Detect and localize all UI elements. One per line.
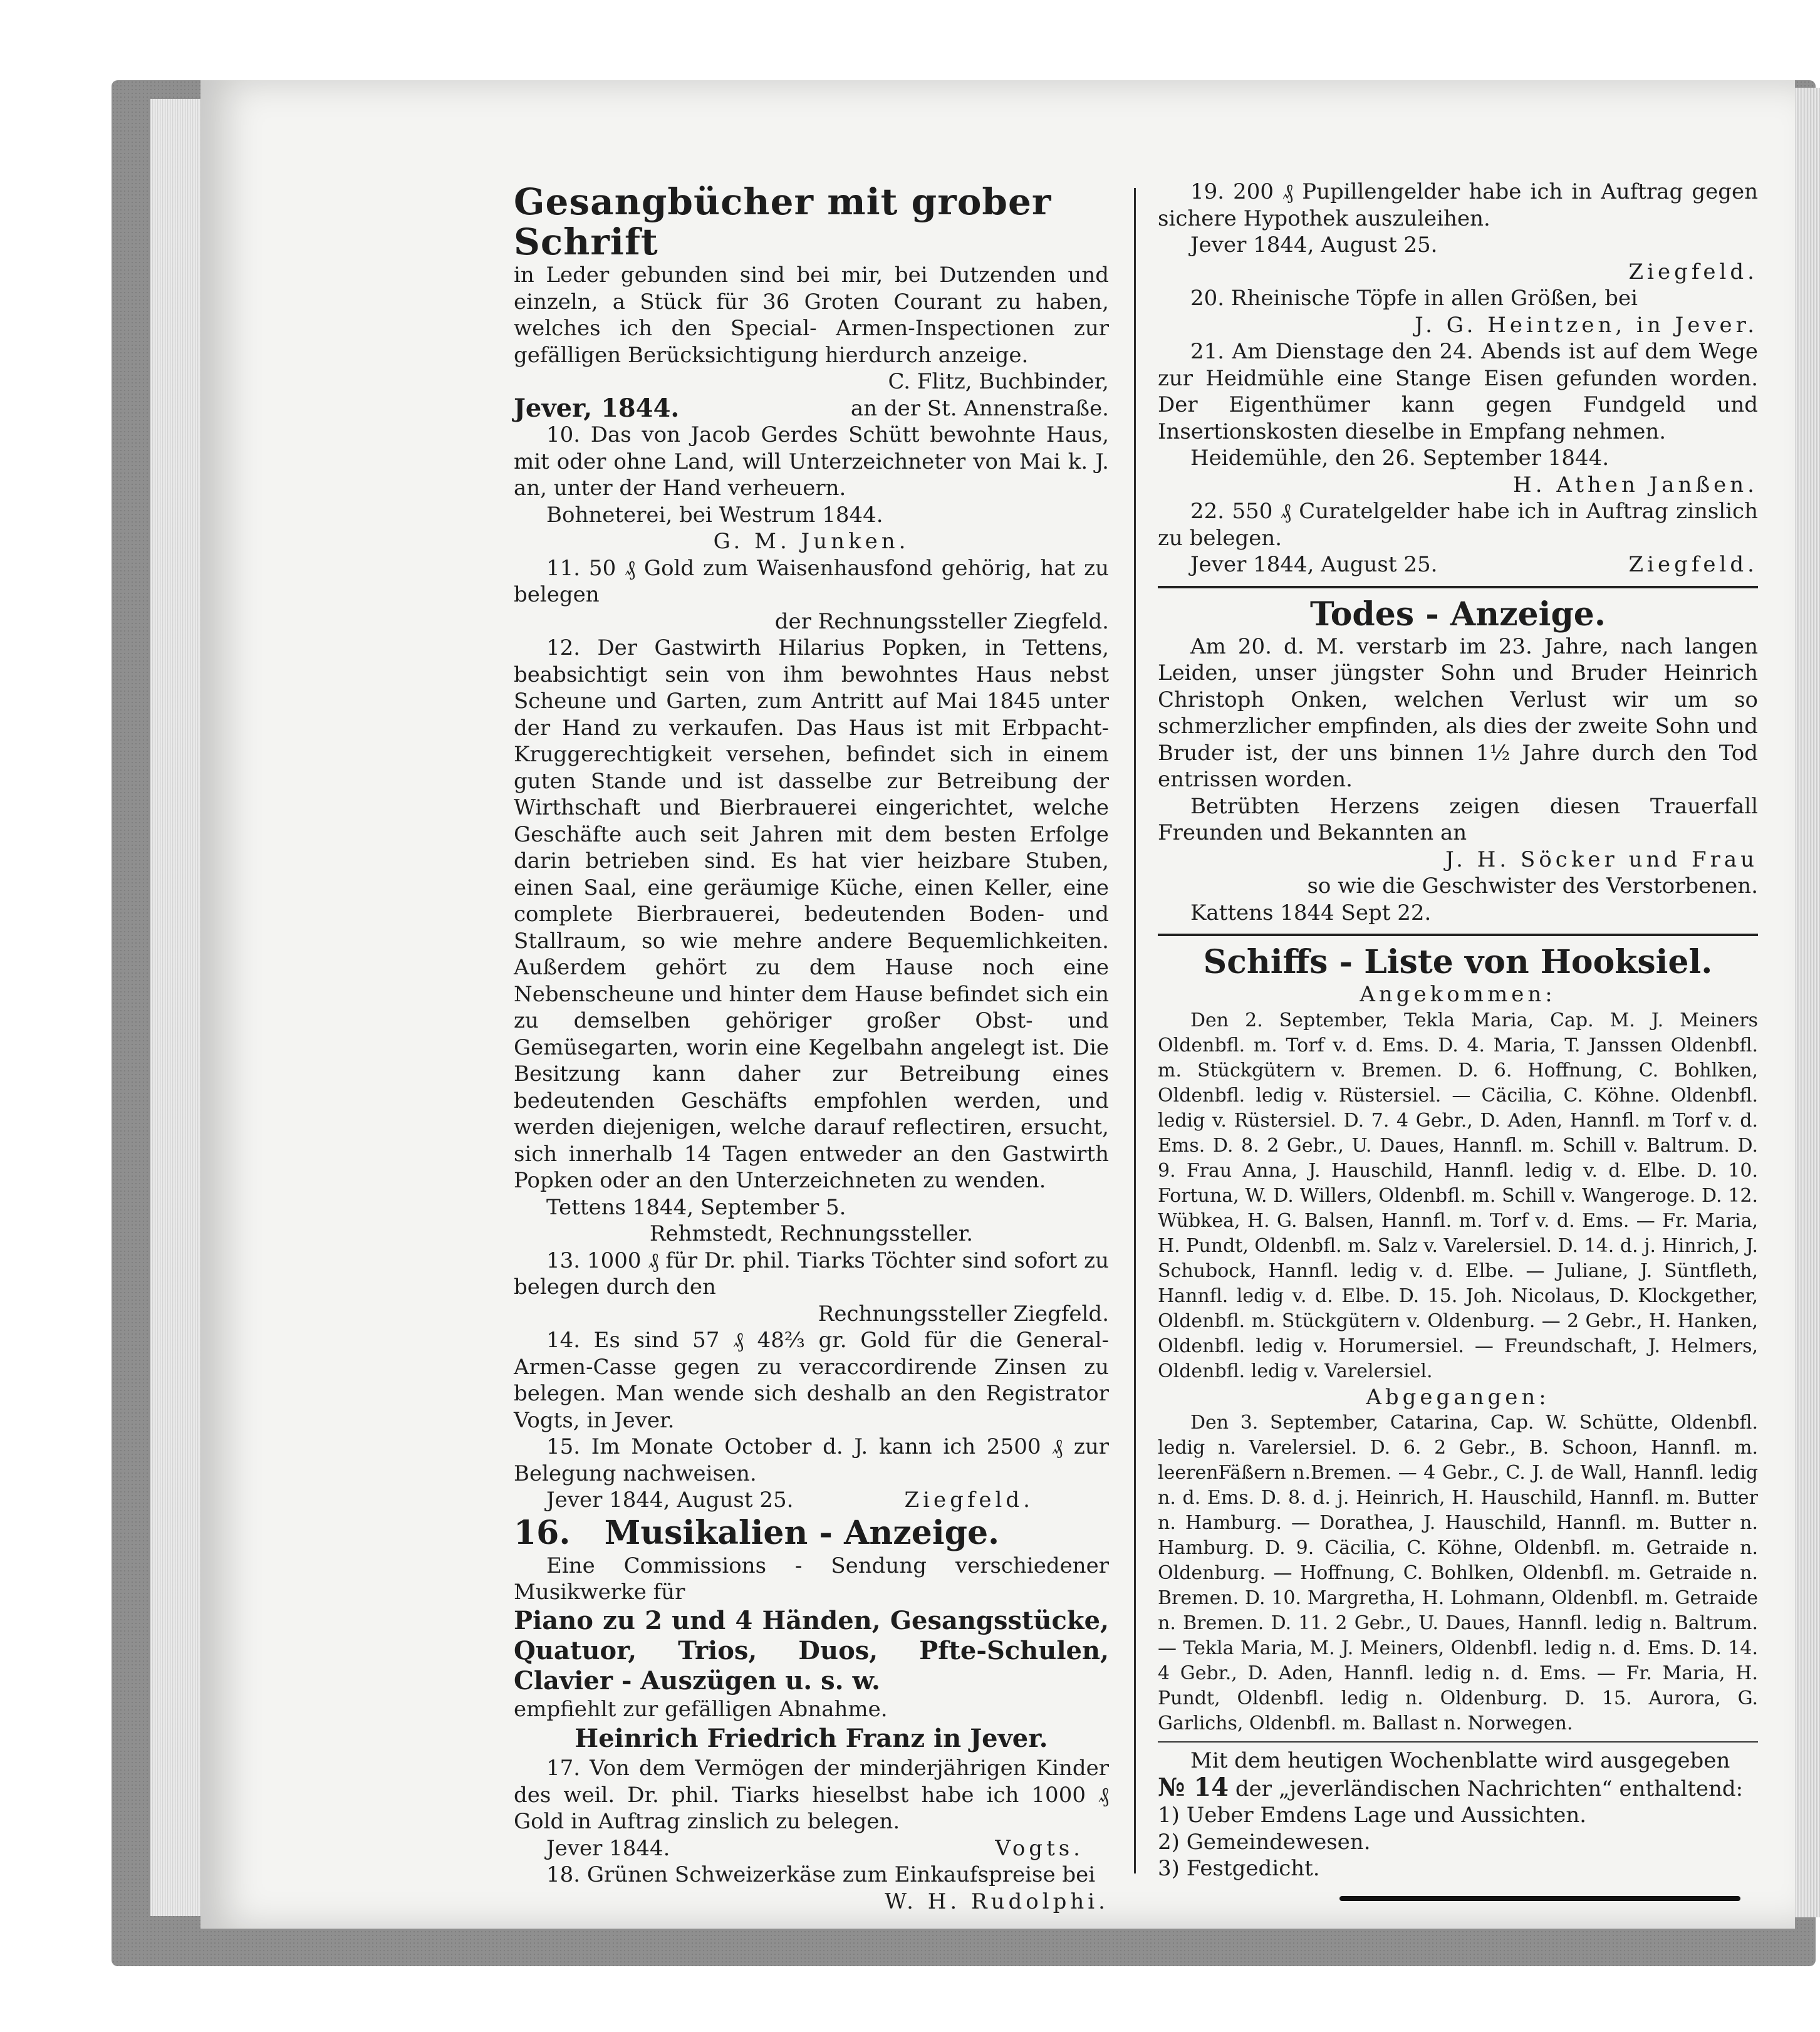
- divider-rule: [1158, 934, 1758, 936]
- notice-15-footer: [514, 1487, 1109, 1514]
- death-notice-text: Am 20. d. M. verstarb im 23. Jahre, nach langen Leiden, unser jüngster Sohn und Bruder Heinrich Christoph Onken, welchen Verlust wir um so schmerzlicher empfinden, als dies der zweite Sohn und Bruder ist, der uns binnen 1½ Jahre durch den Tod entrissen worden.: [1158, 633, 1758, 792]
- notice-20: 20. Rheinische Töpfe in allen Größen, bei: [1190, 286, 1638, 311]
- left-column: [514, 182, 1109, 1915]
- death-notice-text-2: Betrübten Herzens zeigen diesen Trauerfall Freunden und Bekannten an: [1158, 793, 1758, 845]
- notice-17: 17. Von dem Vermögen der minderjährigen Kinder des weil. Dr. phil. Tiarks hieselbst habe ich 1000 ₰ Gold in Auftrag zinslich zu belegen.: [514, 1756, 1109, 1834]
- notice-20-signer: J. G. Heintzen, in Jever.: [1415, 312, 1758, 338]
- divider-rule: [1158, 1741, 1758, 1743]
- notice-16-recommend: empfiehlt zur gefälligen Abnahme.: [514, 1696, 888, 1722]
- weekly-item-1: 1) Ueber Emdens Lage und Aussichten.: [1158, 1803, 1587, 1828]
- right-column: [1158, 179, 1758, 1901]
- notice-16-heading: [514, 1514, 1109, 1553]
- notice-18-signer: W. H. Rudolphi.: [885, 1889, 1109, 1914]
- notice-15-place: Jever 1844, August 25.: [546, 1488, 794, 1513]
- divider-rule: [1158, 586, 1758, 588]
- notice-13: 13. 1000 ₰ für Dr. phil. Tiarks Töchter sind sofort zu belegen durch den: [514, 1248, 1109, 1300]
- notice-22-place: Jever 1844, August 25.: [1190, 552, 1438, 577]
- arrived-list: Den 2. September, Tekla Maria, Cap. M. J. Meiners Oldenbfl. m. Torf v. d. Ems. D. 4. Maria, T. Janssen Oldenbfl. m. Stückgütern v. Bremen. D. 6. Hoffnung, C. Bohlken, Oldenbfl. ledig v. Rüstersiel. — Cäcilia, C. Köhne. Oldenbfl. ledig v. Rüstersiel. D. 7. 4 Gebr., D. Aden, Hannfl. m Torf v. d. Ems. D. 8. 2 Gebr., U. Daues, Hannfl. m. Schill v. Baltrum. D. 9. Frau Anna, J. Hauschild, Hannfl. ledig v. d. Elbe. D. 10. Fortuna, W. D. Willers, Oldenbfl. m. Schill v. Wangeroge. D. 12. Wübkea, H. G. Balsen, Hannfl. m. Torf v. d. Ems. — Fr. Maria, H. Pundt, Oldenbfl. m. Salz v. Varelersiel. D. 14. d. j. Hinrich, J. Schubock, Hannfl. ledig v. d. Elbe. — Juliane, J. Süntfleth, Hannfl. ledig v. d. Elbe. D. 15. Joh. Nicolaus, D. Klockgether, Oldenbfl. m. Stückgütern v. Oldenburg. — 2 Gebr., H. Hanken, Oldenbfl. ledig v. Horumersiel. — Freundschaft, J. Helmers, Oldenbfl. ledig v. Varelersiel.: [1158, 1009, 1758, 1382]
- ad-address: an der St. Annenstraße.: [850, 395, 1109, 421]
- notice-22-signer: Ziegfeld.: [1628, 552, 1758, 577]
- notice-10-signer: G. M. Junken.: [713, 529, 910, 554]
- notice-22-footer: [1158, 551, 1758, 578]
- ad-signer: C. Flitz, Buchbinder,: [888, 369, 1109, 394]
- departed-heading: Abgegangen:: [1366, 1384, 1550, 1410]
- column-divider: [1134, 188, 1136, 1873]
- ad-footer: [514, 395, 1109, 422]
- weekly-notice-line: [1158, 1774, 1758, 1803]
- notice-19: 19. 200 ₰ Pupillengelder habe ich in Auftrag gegen sichere Hypothek auszuleihen.: [1158, 179, 1758, 231]
- death-notice-signer-1: J. H. Söcker und Frau: [1445, 847, 1758, 872]
- ad-text: in Leder gebunden sind bei mir, bei Dutzenden und einzeln, a Stück für 36 Groten Courant zu haben, welches ich den Special- Armen-Inspectionen zur gefälligen Berücksichtigung hierdurch anzeige.: [514, 263, 1109, 368]
- weekly-notice-rest: der „jeverländischen Nachrichten“ enthaltend:: [1235, 1776, 1744, 1801]
- death-notice-title: Todes - Anzeige.: [1310, 595, 1606, 633]
- notice-21: 21. Am Dienstage den 24. Abends ist auf dem Wege zur Heidmühle eine Stange Eisen gefunden worden. Der Eigenthümer kann gegen Fundgeld und Insertionskosten dieselbe in Empfang nehmen.: [1158, 339, 1758, 444]
- notice-17-signer: Vogts.: [995, 1835, 1084, 1861]
- ad-title: Gesangbücher mit grober Schrift: [514, 180, 1052, 263]
- notice-13-signer: Rechnungssteller Ziegfeld.: [818, 1301, 1109, 1326]
- notice-16-items: Piano zu 2 und 4 Händen, Gesangsstücke, Quatuor, Trios, Duos, Pfte-Schulen, Clavier - Auszügen u. s. w.: [514, 1605, 1109, 1696]
- notice-10-place: Bohneterei, bei Westrum 1844.: [546, 502, 883, 528]
- end-ornament-rule: [1339, 1896, 1740, 1901]
- notice-11: 11. 50 ₰ Gold zum Waisenhausfond gehörig, hat zu belegen: [514, 555, 1109, 607]
- notice-19-signer: Ziegfeld.: [1628, 259, 1758, 284]
- death-notice-place: Kattens 1844 Sept 22.: [1190, 900, 1432, 925]
- death-notice-signer-2: so wie die Geschwister des Verstorbenen.: [1307, 873, 1758, 899]
- notice-21-place: Heidemühle, den 26. September 1844.: [1190, 445, 1609, 471]
- notice-15-signer: Ziegfeld.: [904, 1488, 1034, 1513]
- departed-list: Den 3. September, Catarina, Cap. W. Schütte, Oldenbfl. ledig n. Varelersiel. D. 6. 2 Gebr., B. Schoon, Hannfl. m. leerenFäßern n.Bremen. — 4 Gebr., C. J. de Wall, Hannfl. ledig n. d. Ems. D. 8. d. j. Heinrich, H. Hauschild, Hannfl. m. Butter n. Hamburg. — Dorathea, J. Hauschild, Hannfl. m. Butter n. Hamburg. D. 9. Cäcilia, C. Köhne, Oldenbfl. m. Getraide n. Oldenburg. — Hoffnung, C. Bohlken, Oldenbfl. m. Getraide n. Bremen. D. 10. Margretha, H. Lohmann, Oldenbfl. m. Getraide n. Bremen. D. 11. 2 Gebr., U. Daues, Hannfl. ledig n. Baltrum. — Tekla Maria, M. J. Meiners, Oldenbfl. ledig n. d. Ems. D. 14. 4 Gebr., D. Aden, Hannfl. ledig n. d. Ems. — Fr. Maria, H. Pundt, Oldenbfl. ledig n. Oldenburg. D. 15. Aurora, G. Garlichs, Oldenbfl. m. Ballast n. Norwegen.: [1158, 1412, 1758, 1734]
- notice-17-footer: [514, 1835, 1109, 1862]
- notice-12-place: Tettens 1844, September 5.: [546, 1194, 846, 1220]
- ad-place-year: Jever, 1844.: [514, 393, 680, 423]
- notice-11-signer: der Rechnungssteller Ziegfeld.: [774, 608, 1109, 634]
- notice-16-number: 16.: [514, 1513, 571, 1552]
- notice-16-text: Eine Commissions - Sendung verschiedener Musikwerke für: [514, 1553, 1109, 1605]
- weekly-item-2: 2) Gemeindewesen.: [1158, 1829, 1371, 1855]
- ship-list-title: Schiffs - Liste von Hooksiel.: [1203, 943, 1713, 981]
- notice-10: 10. Das von Jacob Gerdes Schütt bewohnte Haus, mit oder ohne Land, will Unterzeichneter von Mai k. J. an, unter der Hand verheuern.: [514, 422, 1109, 501]
- notice-15: 15. Im Monate October d. J. kann ich 2500 ₰ zur Belegung nachweisen.: [514, 1434, 1109, 1486]
- notice-18: 18. Grünen Schweizerkäse zum Einkaufspreise bei: [546, 1862, 1096, 1887]
- notice-14: 14. Es sind 57 ₰ 48⅔ gr. Gold für die General-Armen-Casse gegen zu veraccordirende Zinsen zu belegen. Man wende sich deshalb an den Registrator Vogts, in Jever.: [514, 1328, 1109, 1433]
- weekly-item-3: 3) Festgedicht.: [1158, 1856, 1320, 1881]
- weekly-issue-number: № 14: [1158, 1772, 1229, 1802]
- notice-16-merchant: Heinrich Friedrich Franz in Jever.: [575, 1724, 1048, 1753]
- notice-22: 22. 550 ₰ Curatelgelder habe ich in Auftrag zinslich zu belegen.: [1158, 499, 1758, 551]
- weekly-notice: Mit dem heutigen Wochenblatte wird ausgegeben: [1190, 1748, 1730, 1773]
- notice-21-signer: H. Athen Janßen.: [1513, 472, 1758, 498]
- notice-16-title: Musikalien - Anzeige.: [604, 1513, 1000, 1552]
- notice-19-place: Jever 1844, August 25.: [1190, 232, 1438, 258]
- page-edges-right: [1795, 88, 1820, 1917]
- notice-12-signer: Rehmstedt, Rechnungssteller.: [649, 1221, 974, 1246]
- arrived-heading: Angekommen:: [1360, 982, 1556, 1007]
- notice-17-place: Jever 1844.: [546, 1835, 670, 1861]
- notice-12: 12. Der Gastwirth Hilarius Popken, in Tettens, beabsichtigt sein von ihm bewohntes Haus nebst Scheune und Garten, zum Antritt auf Mai 1845 unter der Hand zu verkaufen. Das Haus ist mit Erbpacht-Kruggerechtigkeit versehen, befindet sich in einem guten Stande und ist dasselbe zur Betreibung der Wirthschaft und Bierbrauerei eingerichtet, welche Geschäfte auch seit Jahren mit dem besten Erfolge darin betrieben sind. Es hat vier heizbare Stuben, einen Saal, eine geräumige Küche, einen Keller, eine complete Bierbrauerei, bedeutenden Boden- und Stallraum, so wie mehre andere Bequemlichkeiten. Außerdem gehört zu dem Hause noch eine Nebenscheune und hinter dem Hause befindet sich ein zu demselben gehöriger großer Obst- und Gemüsegarten, worin eine Kegelbahn angelegt ist. Die Besitzung kann daher zur Betreibung eines bedeutenden Geschäfts empfohlen werden, und werden diejenigen, welche darauf reflectiren, ersucht, sich innerhalb 14 Tagen entweder an den Gastwirth Popken oder an den Unterzeichneten zu wenden.: [514, 635, 1109, 1193]
